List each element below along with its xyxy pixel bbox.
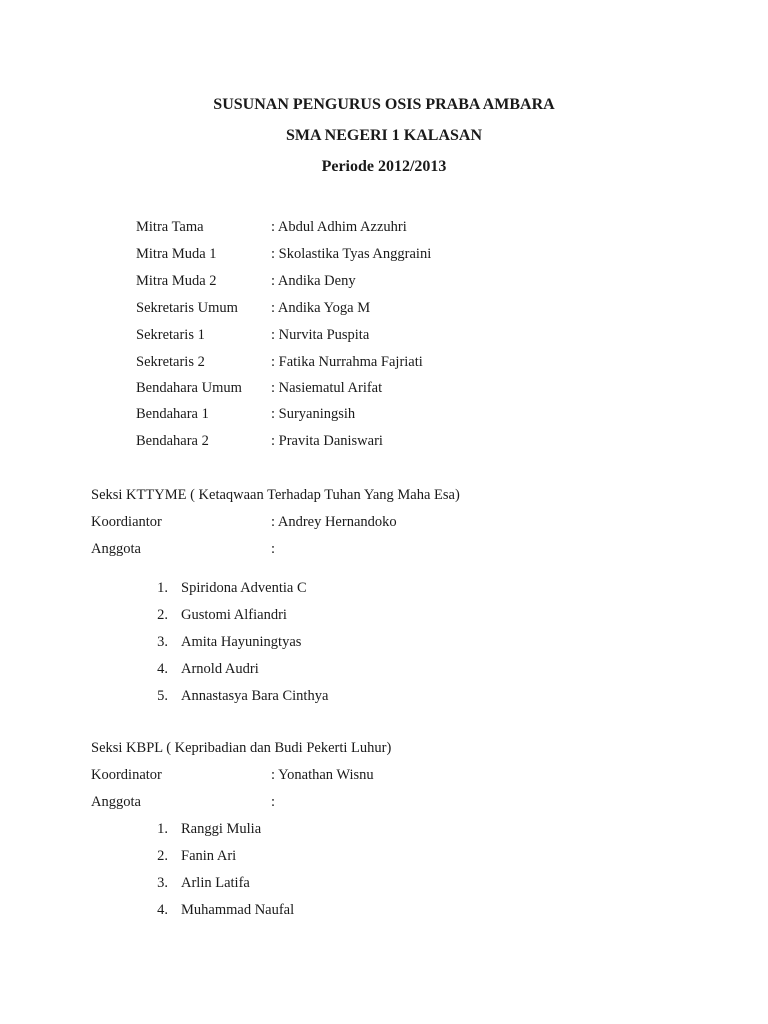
member-name: Arlin Latifa: [181, 875, 250, 891]
list-number: 1.: [157, 821, 168, 837]
officer-name: : Suryaningsih: [271, 406, 356, 422]
officer-name: : Andika Deny: [271, 273, 356, 289]
coordinator-name: : Yonathan Wisnu: [271, 767, 374, 783]
list-number: 1.: [157, 580, 168, 596]
section-title: Seksi KTTYME ( Ketaqwaan Terhadap Tuhan Yang Maha Esa): [91, 487, 460, 503]
list-number: 2.: [157, 607, 168, 623]
officer-role: Sekretaris 2: [136, 354, 205, 370]
coordinator-label: Koordiantor: [91, 514, 162, 530]
officer-role: Sekretaris Umum: [136, 300, 238, 316]
officer-role: Mitra Muda 2: [136, 273, 217, 289]
officer-role: Mitra Tama: [136, 219, 204, 235]
member-name: Gustomi Alfiandri: [181, 607, 287, 623]
officer-role: Bendahara Umum: [136, 380, 242, 396]
officer-role: Bendahara 2: [136, 433, 209, 449]
member-name: Ranggi Mulia: [181, 821, 262, 837]
member-name: Amita Hayuningtyas: [181, 634, 302, 650]
member-name: Muhammad Naufal: [181, 902, 295, 918]
list-number: 4.: [157, 661, 168, 677]
officer-role: Sekretaris 1: [136, 327, 205, 343]
coordinator-name: : Andrey Hernandoko: [271, 514, 397, 530]
members-label: Anggota: [91, 541, 141, 557]
officer-name: : Abdul Adhim Azzuhri: [271, 219, 407, 235]
officer-name: : Skolastika Tyas Anggraini: [271, 246, 432, 262]
members-colon: :: [271, 794, 276, 810]
officer-name: : Fatika Nurrahma Fajriati: [271, 354, 423, 370]
officer-role: Mitra Muda 1: [136, 246, 217, 262]
coordinator-label: Koordinator: [91, 767, 162, 783]
member-name: Fanin Ari: [181, 848, 237, 864]
members-colon: :: [271, 541, 276, 557]
members-label: Anggota: [91, 794, 141, 810]
officer-name: : Andika Yoga M: [271, 300, 371, 316]
document-title: SUSUNAN PENGURUS OSIS PRABA AMBARA: [213, 96, 555, 113]
member-name: Spiridona Adventia C: [181, 580, 307, 596]
list-number: 2.: [157, 848, 168, 864]
school-name: SMA NEGERI 1 KALASAN: [285, 127, 483, 144]
officer-name: : Nurvita Puspita: [271, 327, 370, 343]
list-number: 5.: [157, 688, 168, 704]
member-name: Annastasya Bara Cinthya: [181, 688, 329, 704]
list-number: 3.: [157, 875, 168, 891]
list-number: 3.: [157, 634, 168, 650]
section-title: Seksi KBPL ( Kepribadian dan Budi Pekerti Luhur): [91, 740, 392, 756]
officer-name: : Pravita Daniswari: [271, 433, 383, 449]
period: Periode 2012/2013: [321, 158, 447, 175]
list-number: 4.: [157, 902, 168, 918]
officer-name: : Nasiematul Arifat: [271, 380, 383, 396]
officer-role: Bendahara 1: [136, 406, 209, 422]
member-name: Arnold Audri: [181, 661, 259, 677]
